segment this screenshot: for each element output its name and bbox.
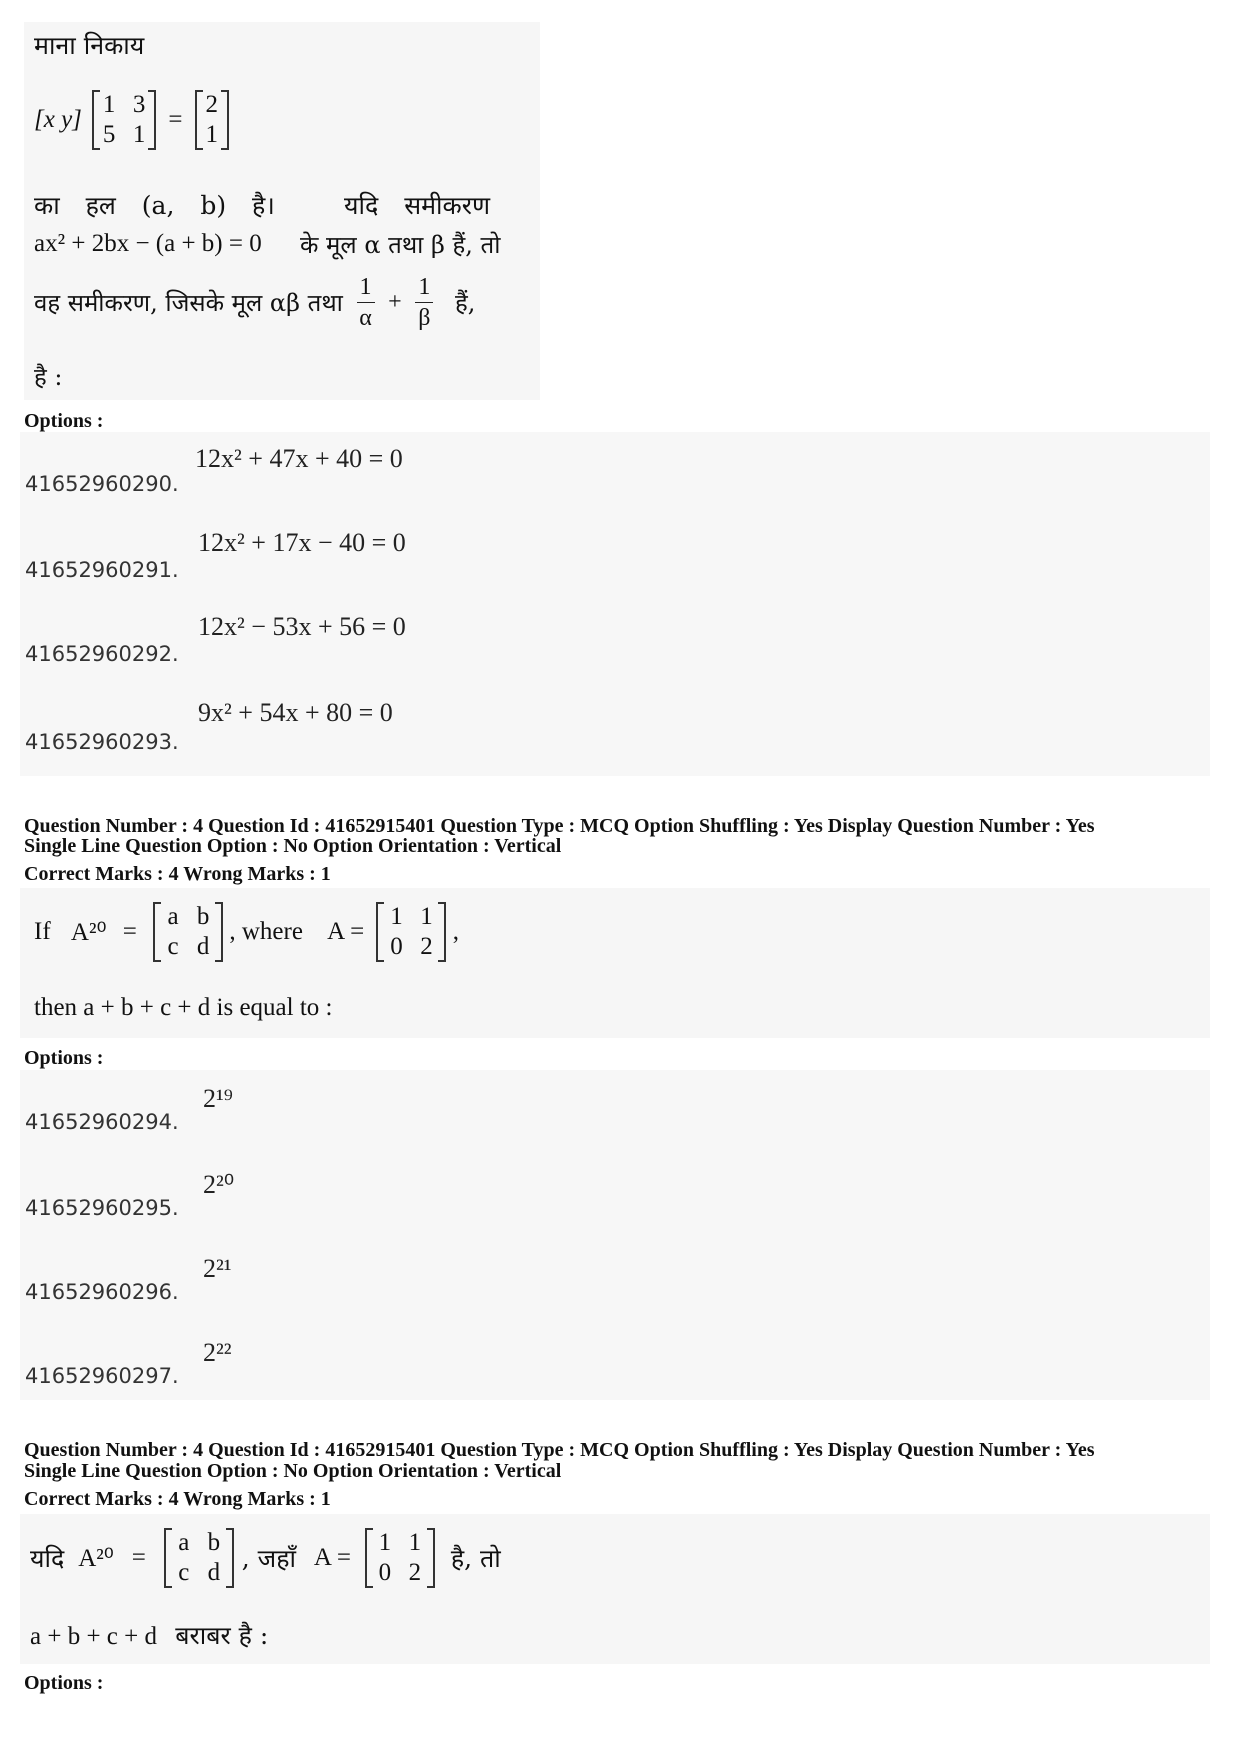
option-id: 41652960293. [25, 730, 179, 754]
option-value: 2²⁰ [203, 1170, 235, 1199]
q4-hi-matrix-abcd: a b c d [164, 1528, 234, 1588]
q4-hi-meta-line2: Single Line Question Option : No Option Orientation : Vertical [24, 1460, 562, 1482]
option-value: 2²¹ [203, 1254, 232, 1283]
question-image-q3 [24, 22, 540, 400]
option-row[interactable] [20, 1332, 1210, 1392]
q3-frac-beta: $\frac{1}{\beta}$ [415, 272, 433, 333]
q3-line5: है : [34, 363, 63, 391]
q3-eq-left: [x y] [34, 106, 82, 133]
q4-hi-matrix-a: 1 1 0 2 [365, 1528, 435, 1588]
q3-line3-eq: ax² + 2bx − (a + b) = 0 [34, 230, 262, 257]
option-value: 12x² + 47x + 40 = 0 [195, 444, 403, 473]
option-id: 41652960296. [25, 1280, 179, 1304]
options-label: Options : [24, 1672, 104, 1694]
q3-line3-text: के मूल α तथा β हैं, तो [300, 231, 501, 259]
option-value: 9x² + 54x + 80 = 0 [198, 698, 393, 727]
q4-en-equation: If A²⁰ = a b c d , where A = 1 1 0 2 , [34, 903, 459, 960]
option-id: 41652960290. [25, 472, 179, 496]
q3-matrix-a: 1 3 5 1 [92, 90, 156, 150]
option-id: 41652960297. [25, 1364, 179, 1388]
option-value: 12x² − 53x + 56 = 0 [198, 612, 406, 641]
q3-line4: वह समीकरण, जिसके मूल αβ तथा $\frac{1}{\alpha}$ + $\frac{1}{\beta}$ हैं, [34, 274, 476, 331]
question-image-q4-hi [20, 1514, 1210, 1664]
q4-meta-line1: Question Number : 4 Question Id : 41652915401 Question Type : MCQ Option Shuffling : Yes Display Question Number : Yes [24, 815, 1095, 837]
q4-hi-marks: Correct Marks : 4 Wrong Marks : 1 [24, 1488, 331, 1510]
q4-en-line2: then a + b + c + d is equal to : [34, 994, 333, 1021]
option-row[interactable] [20, 1248, 1210, 1308]
option-row[interactable] [20, 612, 1210, 672]
option-value: 2¹⁹ [203, 1084, 233, 1113]
q4-meta-line2: Single Line Question Option : No Option Orientation : Vertical [24, 835, 562, 857]
q4-hi-equation: यदि A²⁰ = a b c d , जहाँ A = 1 1 0 2 है, तो [30, 1529, 501, 1586]
option-row[interactable] [20, 1164, 1210, 1224]
q3-frac-alpha: $\frac{1}{\alpha}$ [357, 272, 375, 333]
q3-matrix-b: 2 1 [195, 90, 229, 150]
q3-line2-a: का हल (a, b) है। [34, 191, 275, 220]
question-image-q4-en [20, 888, 1210, 1038]
option-row[interactable] [20, 444, 1210, 504]
q4-hi-line2: a + b + c + d बराबर है : [30, 1621, 269, 1650]
option-value: 12x² + 17x − 40 = 0 [198, 528, 406, 557]
q3-matrix-equation: [x y] 1 3 5 1 = 2 1 [34, 90, 229, 150]
q4-hi-meta-line1: Question Number : 4 Question Id : 41652915401 Question Type : MCQ Option Shuffling : Yes Display Question Number : Yes [24, 1439, 1095, 1461]
q4-marks: Correct Marks : 4 Wrong Marks : 1 [24, 863, 331, 885]
option-row[interactable] [20, 698, 1210, 758]
option-row[interactable] [20, 528, 1210, 588]
option-value: 2²² [203, 1338, 232, 1367]
option-id: 41652960292. [25, 642, 179, 666]
q3-line2-b: यदि समीकरण [344, 191, 491, 220]
q3-options-block [20, 432, 1210, 776]
option-row[interactable] [20, 1080, 1210, 1140]
q3-line1: माना निकाय [34, 31, 145, 60]
q4-en-matrix-a: 1 1 0 2 [376, 902, 446, 962]
options-label: Options : [24, 1047, 104, 1069]
option-id: 41652960294. [25, 1110, 179, 1134]
q4-options-block [20, 1070, 1210, 1400]
q4-en-matrix-abcd: a b c d [153, 902, 223, 962]
options-label: Options : [24, 410, 104, 432]
option-id: 41652960291. [25, 558, 179, 582]
option-id: 41652960295. [25, 1196, 179, 1220]
